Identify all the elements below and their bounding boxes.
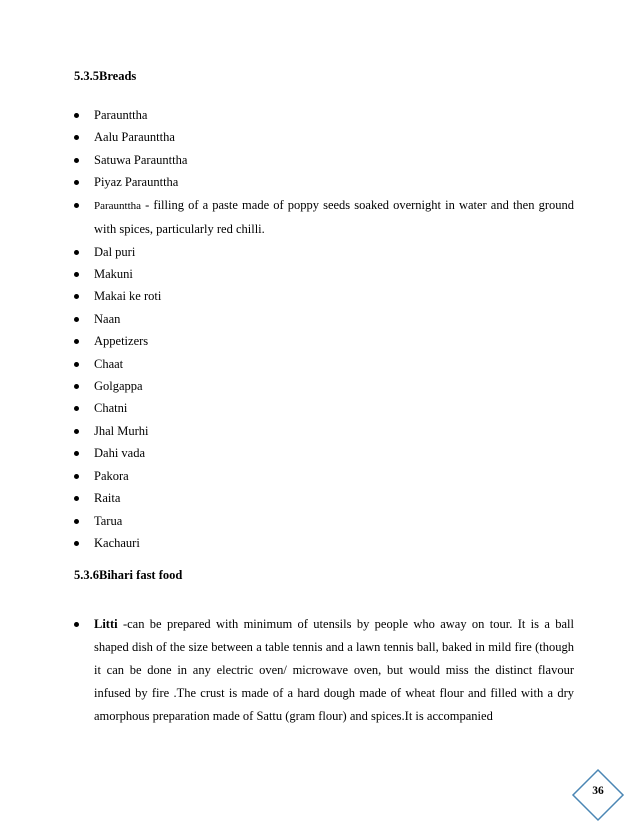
list-item-text: Jhal Murhi: [94, 423, 149, 438]
list-item-lead: Litti: [94, 617, 118, 631]
list-item-text: Piyaz Paraunttha: [94, 175, 179, 190]
list-item-text: Kachauri: [94, 535, 140, 550]
bullet-icon: [74, 135, 79, 140]
list-item: [74, 375, 574, 397]
list-item-text: Tarua: [94, 513, 123, 528]
section-heading-breads: 5.3.5Breads: [74, 69, 137, 83]
list-item: [74, 532, 574, 554]
bullet-icon: [74, 519, 79, 524]
list-item-text: Golgappa: [94, 379, 143, 394]
list-item: [74, 510, 574, 532]
list-item: [74, 397, 574, 419]
bullet-icon: [74, 317, 79, 322]
page-number-badge: [570, 767, 626, 823]
bullet-icon: [74, 250, 79, 255]
list-item-text: Aalu Paraunttha: [94, 130, 175, 145]
list-item: [74, 126, 574, 148]
list-item: [74, 330, 574, 352]
list-item: [74, 241, 574, 263]
list-item: [74, 465, 574, 487]
bullet-icon: [74, 622, 79, 627]
bullet-icon: [74, 272, 79, 277]
bullet-icon: [74, 429, 79, 434]
list-item: [74, 308, 574, 330]
list-item-text: Makuni: [94, 267, 133, 282]
list-item: [74, 171, 574, 193]
bullet-icon: [74, 541, 79, 546]
list-item: [74, 149, 574, 171]
list-item: [74, 353, 574, 375]
list-item: [74, 613, 574, 728]
list-item-text: Makai ke roti: [94, 289, 162, 304]
bullet-icon: [74, 294, 79, 299]
list-item: [74, 104, 574, 126]
list-item-text: Pakora: [94, 468, 129, 483]
bullet-icon: [74, 451, 79, 456]
list-item: [74, 420, 574, 442]
list-item: [74, 194, 574, 241]
bullet-icon: [74, 203, 79, 208]
page-number: 36: [592, 785, 604, 797]
list-item-lead: Paraunttha: [94, 199, 142, 212]
list-item-text: Appetizers: [94, 334, 149, 349]
list-item-text: Chaat: [94, 356, 124, 371]
list-item-text: Chatni: [94, 401, 128, 416]
bullet-icon: [74, 384, 79, 389]
list-item-text: - filling of a paste made of poppy seeds soaked overnight in water and then ground with spices, particularly red chilli.: [94, 197, 574, 236]
bullet-icon: [74, 406, 79, 411]
bullet-icon: [74, 496, 79, 501]
list-item-text: Naan: [94, 311, 121, 326]
bullet-icon: [74, 158, 79, 163]
bullet-icon: [74, 339, 79, 344]
bullet-icon: [74, 362, 79, 367]
list-item: [74, 487, 574, 509]
bullet-icon: [74, 474, 79, 479]
list-item-text: -can be prepared with minimum of utensils by people who away on tour. It is a ball shaped dish of the size between a table tennis and a lawn tennis ball, baked in mild fire (though it can be done in any electric oven/ microwave oven, but would miss the distinct flavour infused by fire .The crust is made of a hard dough made of wheat flour and filled with a dry amorphous preparation made of Sattu (gram flour) and spices.It is accompanied: [94, 617, 574, 723]
list-item-text: Paraunttha: [94, 108, 148, 122]
list-item-text: Dahi vada: [94, 446, 146, 461]
bullet-icon: [74, 113, 79, 118]
list-item-text: Satuwa Paraunttha: [94, 152, 188, 167]
fast-food-list: [74, 613, 574, 728]
breads-list: [74, 104, 574, 554]
list-item: [74, 263, 574, 285]
section-heading-fast-food: 5.3.6Bihari fast food: [74, 568, 183, 582]
list-item-text: Dal puri: [94, 244, 136, 259]
list-item-text: Raita: [94, 491, 121, 506]
bullet-icon: [74, 180, 79, 185]
list-item: [74, 285, 574, 307]
list-item: [74, 442, 574, 464]
